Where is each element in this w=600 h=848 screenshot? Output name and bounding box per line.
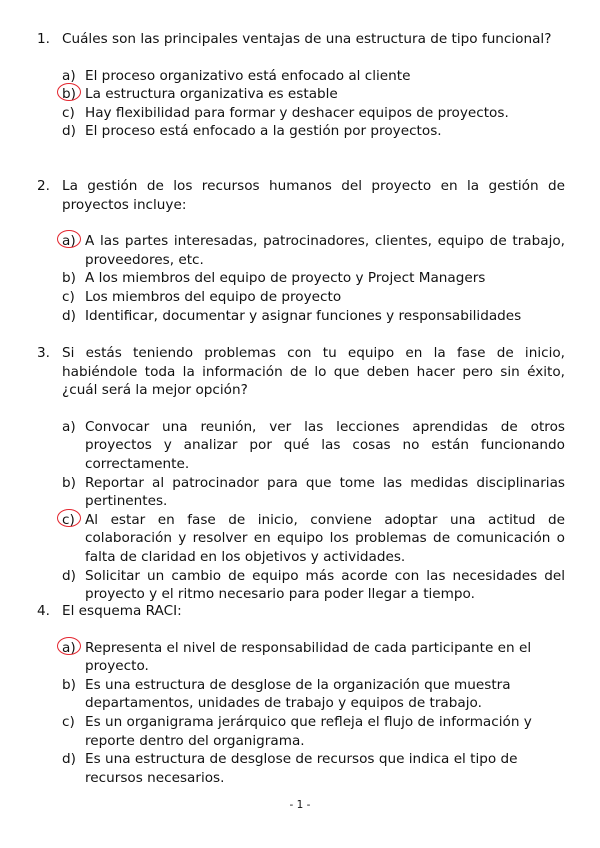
option-text: Es un organigrama jerárquico que refleja el flujo de información y reporte dentro del organigrama. xyxy=(85,713,532,749)
option-text: La estructura organizativa es estable xyxy=(85,86,338,103)
option-letter: b) xyxy=(62,676,76,693)
question-text: La gestión de los recursos humanos del proyecto en la gestión de proyectos incluye: xyxy=(62,178,565,213)
option-text: El proceso organizativo está enfocado al cliente xyxy=(85,67,411,84)
page-number: - 1 - xyxy=(289,799,311,811)
option-a xyxy=(62,639,540,676)
option-text: El proceso está enfocado a la gestión por proyectos. xyxy=(85,123,442,140)
option-letter: d) xyxy=(62,123,76,140)
option-text: Reportar al patrocinador para que tome las medidas disciplinarias pertinentes. xyxy=(85,474,565,510)
option-d xyxy=(62,750,540,787)
option-list xyxy=(62,67,565,141)
option-d xyxy=(62,567,565,604)
question-3 xyxy=(37,344,565,604)
option-text: Identificar, documentar y asignar funciones y responsabilidades xyxy=(85,307,522,324)
option-text: A los miembros del equipo de proyecto y Project Managers xyxy=(85,270,486,287)
option-letter: b) xyxy=(62,86,76,103)
question-1 xyxy=(37,30,565,141)
option-letter: c) xyxy=(62,288,75,305)
option-b xyxy=(62,269,565,288)
option-b xyxy=(62,676,540,713)
option-a xyxy=(62,232,565,269)
option-d xyxy=(62,122,565,141)
option-c xyxy=(62,713,540,750)
answer-circle-mark xyxy=(57,509,81,527)
option-c xyxy=(62,511,565,567)
option-a xyxy=(62,67,565,86)
question-number: 3. xyxy=(37,345,50,361)
option-letter: d) xyxy=(62,751,76,768)
option-a xyxy=(62,418,565,474)
option-text: Solicitar un cambio de equipo más acorde con las necesidades del proyecto y el ritmo necesario para poder llegar a tiempo. xyxy=(85,567,565,603)
question-stem xyxy=(37,602,565,621)
question-stem xyxy=(37,177,565,214)
option-letter: a) xyxy=(62,418,76,435)
question-stem xyxy=(37,30,565,49)
option-c xyxy=(62,104,565,123)
option-letter: b) xyxy=(62,474,76,491)
option-text: Los miembros del equipo de proyecto xyxy=(85,288,342,305)
option-letter: c) xyxy=(62,511,75,528)
option-b xyxy=(62,85,565,104)
option-c xyxy=(62,288,565,307)
option-text: Al estar en fase de inicio, conviene adoptar una actitud de colaboración y resolver en equipo los problemas de comunicación o falta de claridad en los objetivos y actividades. xyxy=(85,511,565,565)
option-d xyxy=(62,307,565,326)
option-list xyxy=(62,418,565,604)
question-number: 4. xyxy=(37,603,50,619)
option-letter: a) xyxy=(62,639,76,656)
question-text: Si estás teniendo problemas con tu equipo en la fase de inicio, habiéndole toda la información de lo que deben hacer pero sin éxito, ¿cuál será la mejor opción? xyxy=(62,345,565,399)
option-letter: c) xyxy=(62,104,75,121)
question-2 xyxy=(37,177,565,325)
answer-circle-mark xyxy=(57,637,81,655)
question-4 xyxy=(37,602,565,787)
option-text: Representa el nivel de responsabilidad de cada participante en el proyecto. xyxy=(85,639,532,675)
option-letter: c) xyxy=(62,713,75,730)
option-text: A las partes interesadas, patrocinadores, clientes, equipo de trabajo, proveedores, etc. xyxy=(85,233,565,268)
question-number: 1. xyxy=(37,31,50,47)
option-text: Es una estructura de desglose de recursos que indica el tipo de recursos necesarios. xyxy=(85,751,518,786)
option-b xyxy=(62,474,565,511)
question-number: 2. xyxy=(37,178,50,194)
question-text: Cuáles son las principales ventajas de una estructura de tipo funcional? xyxy=(62,31,552,47)
option-text: Es una estructura de desglose de la organización que muestra departamentos, unidades de trabajo y equipos de trabajo. xyxy=(85,676,511,712)
option-letter: d) xyxy=(62,567,76,584)
option-letter: a) xyxy=(62,67,76,84)
option-letter: a) xyxy=(62,233,76,250)
question-stem xyxy=(37,344,565,400)
option-text: Convocar una reunión, ver las lecciones aprendidas de otros proyectos y analizar por qué las cosas no están funcionando correctamente. xyxy=(85,418,565,472)
option-text: Hay flexibilidad para formar y deshacer equipos de proyectos. xyxy=(85,104,509,121)
question-text: El esquema RACI: xyxy=(62,603,182,619)
option-letter: b) xyxy=(62,270,76,287)
option-letter: d) xyxy=(62,307,76,324)
option-list xyxy=(62,639,540,788)
option-list xyxy=(62,232,565,325)
